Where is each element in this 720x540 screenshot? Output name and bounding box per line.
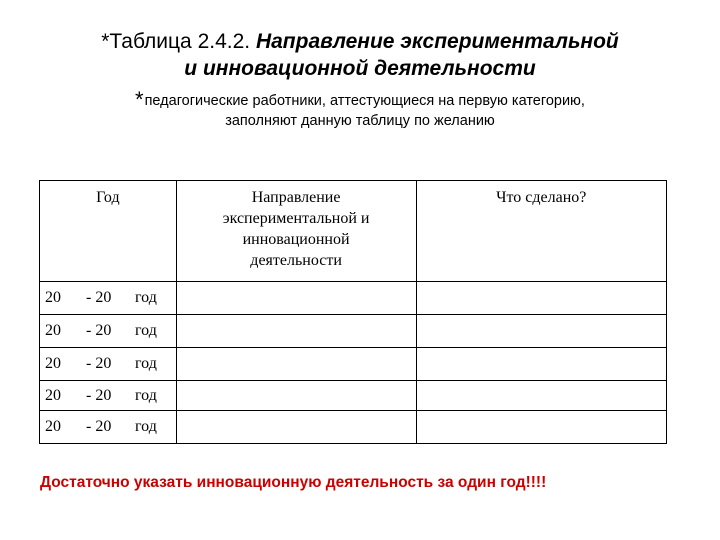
year-suffix: год (135, 322, 157, 339)
done-cell[interactable] (416, 315, 666, 348)
note-text-line-2: заполняют данную таблицу по желанию (225, 113, 495, 129)
year-start: 20 (45, 418, 61, 435)
year-end: - 20 (86, 289, 112, 306)
year-cell[interactable] (40, 282, 177, 315)
direction-cell[interactable] (176, 348, 416, 381)
year-end: - 20 (86, 355, 112, 372)
year-cell[interactable] (40, 381, 177, 411)
note-text-line-1: педагогические работники, аттестующиеся на первую категорию, (144, 93, 585, 109)
header-done: Что сделано? (416, 181, 666, 282)
year-end: - 20 (86, 418, 112, 435)
table-row (40, 411, 667, 444)
table-title (0, 28, 720, 82)
done-cell[interactable] (416, 381, 666, 411)
direction-cell[interactable] (176, 282, 416, 315)
header-direction (176, 181, 416, 282)
year-suffix: год (135, 355, 157, 372)
year-cell[interactable] (40, 315, 177, 348)
direction-cell[interactable] (176, 411, 416, 444)
table-header-row (40, 181, 667, 282)
experimental-activity-table (39, 180, 667, 444)
year-start: 20 (45, 289, 61, 306)
title-prefix: *Таблица 2.4.2. (101, 30, 251, 53)
footer-note: Достаточно указать инновационную деятельность за один год!!!! (40, 474, 547, 491)
year-start: 20 (45, 386, 61, 404)
note-line-1 (0, 87, 720, 112)
direction-cell[interactable] (176, 315, 416, 348)
title-line-1 (0, 28, 720, 55)
done-cell[interactable] (416, 348, 666, 381)
header-year: Год (40, 181, 177, 282)
title-main-line-1: Направление экспериментальной (255, 30, 619, 53)
note-star: * (135, 87, 144, 112)
year-start: 20 (45, 322, 61, 339)
table-row (40, 315, 667, 348)
year-start: 20 (45, 355, 61, 372)
year-cell[interactable] (40, 411, 177, 444)
note (0, 87, 720, 131)
table-row (40, 381, 667, 411)
year-cell[interactable] (40, 348, 177, 381)
table-row (40, 348, 667, 381)
table-row (40, 282, 667, 315)
header-direction-text: Направление экспериментальной и инновационной деятельности (222, 189, 370, 269)
year-end: - 20 (86, 386, 112, 404)
year-suffix: год (135, 289, 157, 306)
direction-cell[interactable] (176, 381, 416, 411)
done-cell[interactable] (416, 282, 666, 315)
done-cell[interactable] (416, 411, 666, 444)
year-suffix: год (135, 418, 157, 435)
year-suffix: год (135, 386, 157, 404)
year-end: - 20 (86, 322, 112, 339)
title-main-line-2: и инновационной деятельности (184, 57, 536, 80)
